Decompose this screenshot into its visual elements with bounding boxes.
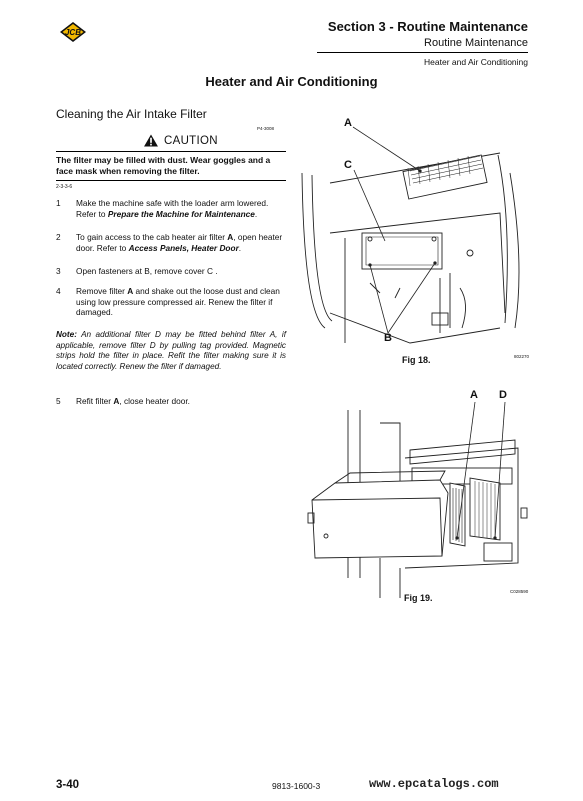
step-number: 3	[56, 266, 61, 276]
figure-19-code: C028590	[510, 589, 529, 594]
document-number: 9813-1600-3	[272, 781, 321, 791]
step-4	[56, 286, 286, 318]
figure-19-caption: Fig 19.	[404, 593, 433, 603]
callout-b: B	[384, 332, 392, 344]
divider	[56, 180, 286, 181]
step-text: Open fasteners at B, remove cover C .	[76, 266, 218, 276]
figure-18-illustration	[300, 113, 530, 373]
step-text: Refit filter A, close heater door.	[76, 396, 190, 406]
svg-text:JCB: JCB	[64, 28, 82, 37]
caution-banner	[143, 134, 218, 147]
note: Note: An additional filter D may be fitted behind filter A, if applicable, remove filter D by pulling tag provided. Magnetic strips hold the filter in place. Refit the filter making sure it is located correctly. Renew the filter if damaged.	[56, 330, 286, 371]
callout-d: D	[499, 389, 507, 401]
caution-code: 2-3-3-6	[56, 184, 73, 190]
step-number: 5	[56, 396, 61, 406]
figure-18-caption: Fig 18.	[402, 355, 431, 365]
header-rule	[317, 52, 528, 53]
step-2	[56, 232, 286, 253]
step-number: 2	[56, 232, 61, 242]
step-number: 1	[56, 198, 61, 208]
figure-18	[300, 113, 530, 373]
callout-c: C	[344, 159, 352, 171]
step-number: 4	[56, 286, 61, 296]
figure-19	[300, 388, 535, 603]
figure-19-illustration	[300, 388, 535, 603]
page-title: Heater and Air Conditioning	[205, 74, 378, 89]
step-text: To gain access to the cab heater air filter A, open heater door. Refer to Access Panels, Heater Door.	[76, 232, 283, 253]
note-label: Note:	[56, 330, 77, 339]
step-text: Remove filter A and shake out the loose dust and clean using low pressure compressed air. Renew the filter if damaged.	[76, 286, 280, 318]
topic-title: Heater and Air Conditioning	[424, 57, 528, 67]
subsection-title: Routine Maintenance	[424, 37, 528, 49]
caution-text: The filter may be filled with dust. Wear goggles and a face mask when removing the filter.	[56, 155, 271, 176]
cross-reference: Prepare the Machine for Maintenance	[107, 208, 255, 219]
page-number: 3-40	[56, 779, 80, 791]
step-3	[56, 266, 286, 277]
figure-18-code: 802270	[514, 354, 530, 359]
caution-label: CAUTION	[164, 134, 218, 147]
cross-reference: Access Panels, Heater Door	[128, 242, 239, 253]
step-text: Make the machine safe with the loader arm lowered. Refer to Prepare the Machine for Maintenance.	[76, 198, 269, 219]
callout-a: A	[344, 117, 352, 129]
callout-a: A	[470, 389, 478, 401]
watermark-url: www.epcatalogs.com	[369, 777, 499, 791]
step-1	[56, 198, 286, 219]
warning-triangle-icon	[143, 134, 159, 147]
section-title: Section 3 - Routine Maintenance	[327, 19, 528, 34]
reference-code: P4-3008	[257, 126, 275, 131]
jcb-logo	[58, 21, 88, 43]
subheading: Cleaning the Air Intake Filter	[56, 107, 207, 121]
divider	[56, 151, 286, 152]
step-5	[56, 396, 286, 407]
